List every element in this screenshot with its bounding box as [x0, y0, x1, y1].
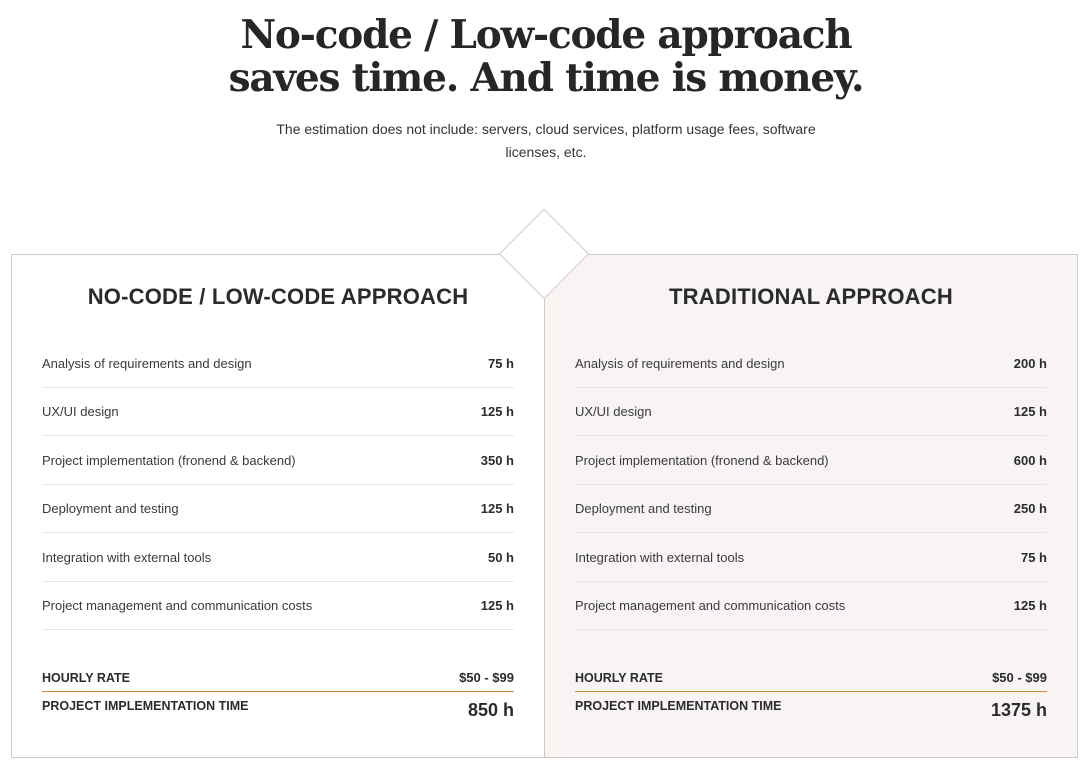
estimate-row-label: Project management and communication costs — [42, 598, 313, 614]
implementation-time-row — [575, 692, 1047, 721]
estimate-row — [575, 582, 1047, 631]
estimate-row — [575, 533, 1047, 582]
page-title — [0, 14, 1092, 100]
estimate-row-label: Project management and communication costs — [575, 598, 846, 614]
no-code-approach-card — [11, 254, 545, 758]
estimate-row — [42, 388, 514, 437]
estimate-row-value: 600 h — [1013, 452, 1047, 468]
estimate-row-label: Project implementation (fronend & backend) — [42, 452, 296, 468]
estimate-row-label: UX/UI design — [42, 404, 119, 420]
estimate-row-value: 125 h — [480, 598, 514, 614]
estimate-row — [575, 436, 1047, 485]
estimate-row — [575, 339, 1047, 388]
estimate-row-value: 75 h — [1020, 549, 1047, 565]
estimate-row — [42, 533, 514, 582]
estimate-row — [575, 485, 1047, 534]
traditional-approach-card — [544, 254, 1078, 758]
implementation-time-value: 1375 h — [990, 700, 1047, 720]
hourly-rate-label: HOURLY RATE — [42, 671, 130, 685]
estimate-row-label: Deployment and testing — [575, 501, 712, 517]
estimate-row-value: 125 h — [480, 404, 514, 420]
hourly-rate-label: HOURLY RATE — [575, 671, 663, 685]
hourly-rate-value: $50 - $99 — [459, 670, 514, 685]
implementation-time-value: 850 h — [467, 700, 514, 720]
implementation-time-label: PROJECT IMPLEMENTATION TIME — [575, 699, 782, 713]
traditional-card-title: TRADITIONAL APPROACH — [669, 284, 953, 309]
estimate-row — [42, 436, 514, 485]
estimate-row-value: 125 h — [480, 501, 514, 517]
estimate-row-value: 200 h — [1013, 355, 1047, 371]
hero-section — [0, 14, 1092, 164]
estimate-row-label: Integration with external tools — [575, 549, 745, 565]
estimate-row — [42, 339, 514, 388]
estimate-row-value: 50 h — [487, 549, 514, 565]
page-subtitle: The estimation does not include: servers, cloud services, platform usage fees, software licenses, etc. — [276, 121, 816, 160]
implementation-time-label: PROJECT IMPLEMENTATION TIME — [42, 699, 249, 713]
estimate-row — [42, 485, 514, 534]
estimate-row-value: 350 h — [480, 452, 514, 468]
estimate-row — [42, 582, 514, 631]
estimate-row-label: Analysis of requirements and design — [575, 355, 785, 371]
estimate-row-label: UX/UI design — [575, 404, 652, 420]
estimate-row-value: 250 h — [1013, 501, 1047, 517]
implementation-time-row — [42, 692, 514, 721]
estimate-row — [575, 388, 1047, 437]
no-code-card-title: NO-CODE / LOW-CODE APPROACH — [87, 284, 469, 309]
hourly-rate-value: $50 - $99 — [992, 670, 1047, 685]
estimate-row-label: Integration with external tools — [42, 549, 212, 565]
hourly-rate-row — [575, 665, 1047, 692]
estimate-row-label: Deployment and testing — [42, 501, 179, 517]
no-code-summary — [42, 665, 514, 721]
estimate-row-label: Project implementation (fronend & backend) — [575, 452, 829, 468]
traditional-estimate-list — [575, 339, 1047, 630]
page-title-line-1: No-code / Low-code approach — [240, 12, 852, 58]
hourly-rate-row — [42, 665, 514, 692]
page-title-line-2: saves time. And time is money. — [228, 55, 864, 101]
estimate-row-value: 125 h — [1013, 598, 1047, 614]
traditional-summary — [575, 665, 1047, 721]
estimate-row-label: Analysis of requirements and design — [42, 355, 252, 371]
estimate-row-value: 75 h — [487, 355, 514, 371]
no-code-estimate-list — [42, 339, 514, 630]
estimate-row-value: 125 h — [1013, 404, 1047, 420]
